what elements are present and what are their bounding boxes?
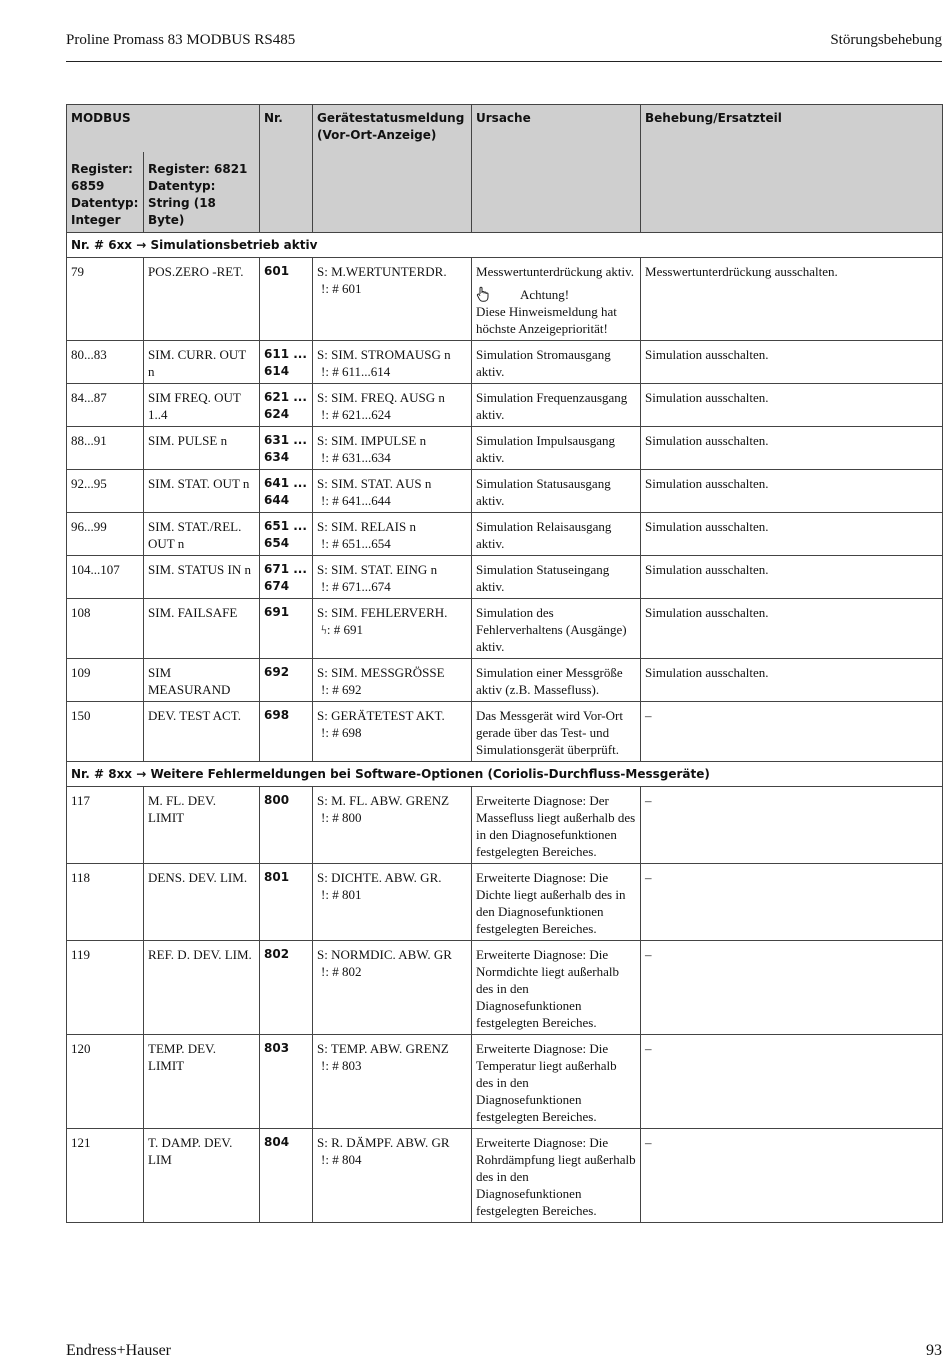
error-number-cell: 641 ... 644 — [260, 470, 313, 513]
cause-cell — [472, 470, 641, 513]
cause-cell — [472, 1035, 641, 1129]
register-cell: 88...91 — [67, 427, 144, 470]
modbus-name-cell: SIM. FAILSAFE — [144, 599, 260, 659]
cause-text: Erweiterte Diagnose: Die Rohrdämpfung liegt außerhalb des in den Diagnosefunktionen festgelegten Bereiches. — [476, 1135, 636, 1218]
table-row — [67, 513, 943, 556]
cause-text: Simulation Stromausgang aktiv. — [476, 347, 611, 379]
status-line: S: SIM. RELAIS n — [317, 519, 416, 534]
status-code: !: # 611...614 — [321, 364, 391, 379]
cause-cell — [472, 864, 641, 941]
status-message-cell — [313, 1129, 472, 1223]
cause-text: Simulation Statuseingang aktiv. — [476, 562, 610, 594]
status-message-cell — [313, 599, 472, 659]
section-row — [67, 233, 943, 258]
remedy-cell: Simulation ausschalten. — [641, 513, 943, 556]
status-line: S: SIM. FREQ. AUSG n — [317, 390, 445, 405]
pointing-hand-icon — [476, 286, 490, 302]
register-cell: 117 — [67, 787, 144, 864]
error-number-cell: 621 ... 624 — [260, 384, 313, 427]
col-register-string-header: Register: 6821 Datentyp: String (18 Byte) — [144, 152, 260, 233]
register-cell: 121 — [67, 1129, 144, 1223]
register-cell: 109 — [67, 659, 144, 702]
page-header — [66, 30, 942, 62]
register-cell: 84...87 — [67, 384, 144, 427]
cause-text: Simulation einer Messgröße aktiv (z.B. Massefluss). — [476, 665, 623, 697]
cause-text: Simulation Impulsausgang aktiv. — [476, 433, 616, 465]
header-section: Störungsbehebung — [830, 32, 942, 48]
warning-text: Diese Hinweismeldung hat höchste Anzeigepriorität! — [476, 304, 617, 336]
error-number-cell: 803 — [260, 1035, 313, 1129]
cause-cell — [472, 384, 641, 427]
remedy-cell: Simulation ausschalten. — [641, 384, 943, 427]
status-code: !: # 698 — [321, 725, 362, 740]
cause-text: Simulation des Fehlerverhaltens (Ausgänge) aktiv. — [476, 605, 627, 654]
error-number-cell: 601 — [260, 258, 313, 341]
status-line: S: R. DÄMPF. ABW. GR — [317, 1135, 450, 1150]
status-code: !: # 621...624 — [321, 407, 391, 422]
error-number-cell: 800 — [260, 787, 313, 864]
modbus-name-cell: SIM. STAT. OUT n — [144, 470, 260, 513]
cause-text: Simulation Statusausgang aktiv. — [476, 476, 611, 508]
status-code: !: # 651...654 — [321, 536, 391, 551]
table-row — [67, 787, 943, 864]
status-line: S: M. FL. ABW. GRENZ — [317, 793, 450, 808]
status-line: S: SIM. FEHLERVERH. — [317, 605, 448, 620]
col-nr-header: Nr. — [260, 105, 313, 233]
cause-text: Messwertunterdrückung aktiv. — [476, 264, 635, 279]
status-line: S: GERÄTETEST AKT. — [317, 708, 445, 723]
cause-text: Erweiterte Diagnose: Die Normdichte liegt außerhalb des in den Diagnosefunktionen festgelegten Bereiches. — [476, 947, 619, 1030]
register-cell: 104...107 — [67, 556, 144, 599]
table-row — [67, 341, 943, 384]
cause-cell — [472, 513, 641, 556]
cause-cell — [472, 556, 641, 599]
cause-text: Erweiterte Diagnose: Der Massefluss liegt außerhalb des in den Diagnosefunktionen festgelegten Bereiches. — [476, 793, 636, 859]
status-message-cell — [313, 941, 472, 1035]
status-line: S: M.WERTUNTERDR. — [317, 264, 447, 279]
modbus-name-cell: SIM. STAT./REL. OUT n — [144, 513, 260, 556]
cause-cell — [472, 702, 641, 762]
status-message-cell — [313, 513, 472, 556]
error-number-cell: 631 ... 634 — [260, 427, 313, 470]
error-number-cell: 802 — [260, 941, 313, 1035]
status-code: !: # 801 — [321, 887, 362, 902]
error-number-cell: 801 — [260, 864, 313, 941]
table-row — [67, 1035, 943, 1129]
status-line: S: DICHTE. ABW. GR. — [317, 870, 442, 885]
remedy-cell: – — [641, 787, 943, 864]
page-number: 93 — [926, 1342, 942, 1359]
status-line: S: SIM. STAT. AUS n — [317, 476, 432, 491]
remedy-cell: Simulation ausschalten. — [641, 659, 943, 702]
status-message-cell — [313, 427, 472, 470]
status-message-cell — [313, 864, 472, 941]
remedy-cell: Simulation ausschalten. — [641, 599, 943, 659]
status-code: !: # 802 — [321, 964, 362, 979]
status-line: S: SIM. STROMAUSG n — [317, 347, 451, 362]
cause-text: Das Messgerät wird Vor-Ort gerade über das Test- und Simulationsgerät überprüft. — [476, 708, 623, 757]
section-title: Nr. # 8xx → Weitere Fehlermeldungen bei Software-Optionen (Coriolis-Durchfluss-Messgeräte) — [67, 762, 943, 787]
status-message-cell — [313, 341, 472, 384]
table-row — [67, 659, 943, 702]
status-message-cell — [313, 1035, 472, 1129]
error-table — [66, 104, 943, 1223]
col-register-integer-header: Register: 6859 Datentyp: Integer — [67, 152, 144, 233]
section-title: Nr. # 6xx → Simulationsbetrieb aktiv — [67, 233, 943, 258]
status-code: !: # 631...634 — [321, 450, 391, 465]
cause-cell — [472, 599, 641, 659]
modbus-name-cell: POS.ZERO -RET. — [144, 258, 260, 341]
table-row — [67, 470, 943, 513]
modbus-name-cell: DEV. TEST ACT. — [144, 702, 260, 762]
modbus-name-cell: REF. D. DEV. LIM. — [144, 941, 260, 1035]
table-row — [67, 864, 943, 941]
modbus-name-cell: DENS. DEV. LIM. — [144, 864, 260, 941]
modbus-name-cell: TEMP. DEV. LIMIT — [144, 1035, 260, 1129]
cause-cell — [472, 427, 641, 470]
error-number-cell: 692 — [260, 659, 313, 702]
col-status-header: Gerätestatusmeldung (Vor-Ort-Anzeige) — [313, 105, 472, 233]
status-message-cell — [313, 556, 472, 599]
status-line: S: SIM. IMPULSE n — [317, 433, 427, 448]
col-cause-header: Ursache — [472, 105, 641, 233]
table-row — [67, 941, 943, 1035]
cause-cell — [472, 941, 641, 1035]
status-line: S: SIM. STAT. EING n — [317, 562, 438, 577]
cause-text: Erweiterte Diagnose: Die Dichte liegt außerhalb des in den Diagnosefunktionen festgelegten Bereiches. — [476, 870, 626, 936]
register-cell: 79 — [67, 258, 144, 341]
status-line: S: SIM. MESSGRÖSSE — [317, 665, 445, 680]
table-row — [67, 258, 943, 341]
modbus-name-cell: T. DAMP. DEV. LIM — [144, 1129, 260, 1223]
status-code: !: # 803 — [321, 1058, 362, 1073]
remedy-cell: Simulation ausschalten. — [641, 556, 943, 599]
remedy-cell: – — [641, 702, 943, 762]
table-row — [67, 556, 943, 599]
cause-cell — [472, 787, 641, 864]
table-header-row — [67, 105, 943, 153]
status-code: ϟ: # 691 — [321, 622, 363, 637]
cause-cell — [472, 341, 641, 384]
status-message-cell — [313, 384, 472, 427]
footer-brand: Endress+Hauser — [66, 1342, 171, 1359]
status-message-cell — [313, 659, 472, 702]
register-cell: 96...99 — [67, 513, 144, 556]
error-number-cell: 671 ... 674 — [260, 556, 313, 599]
status-line: S: NORMDIC. ABW. GR — [317, 947, 452, 962]
modbus-name-cell: SIM FREQ. OUT 1..4 — [144, 384, 260, 427]
remedy-cell: Simulation ausschalten. — [641, 341, 943, 384]
cause-cell — [472, 1129, 641, 1223]
remedy-cell: Simulation ausschalten. — [641, 427, 943, 470]
register-cell: 108 — [67, 599, 144, 659]
cause-cell — [472, 258, 641, 341]
table-row — [67, 427, 943, 470]
modbus-name-cell: SIM MEASURAND — [144, 659, 260, 702]
register-cell: 80...83 — [67, 341, 144, 384]
table-row — [67, 1129, 943, 1223]
warning-title: Achtung! — [520, 287, 570, 302]
remedy-cell: – — [641, 864, 943, 941]
status-code: !: # 692 — [321, 682, 362, 697]
cause-text: Simulation Relaisausgang aktiv. — [476, 519, 612, 551]
cause-cell — [472, 659, 641, 702]
warning-note — [476, 286, 636, 337]
error-number-cell: 698 — [260, 702, 313, 762]
register-cell: 118 — [67, 864, 144, 941]
table-row — [67, 599, 943, 659]
status-message-cell — [313, 787, 472, 864]
table-row — [67, 702, 943, 762]
remedy-cell: Simulation ausschalten. — [641, 470, 943, 513]
section-row — [67, 762, 943, 787]
register-cell: 120 — [67, 1035, 144, 1129]
modbus-name-cell: SIM. STATUS IN n — [144, 556, 260, 599]
remedy-cell: – — [641, 1129, 943, 1223]
status-code: !: # 804 — [321, 1152, 362, 1167]
remedy-cell: – — [641, 1035, 943, 1129]
col-modbus-header: MODBUS — [67, 105, 260, 153]
status-code: !: # 641...644 — [321, 493, 391, 508]
register-cell: 150 — [67, 702, 144, 762]
register-cell: 92...95 — [67, 470, 144, 513]
cause-text: Simulation Frequenzausgang aktiv. — [476, 390, 628, 422]
error-number-cell: 611 ... 614 — [260, 341, 313, 384]
status-message-cell — [313, 470, 472, 513]
error-number-cell: 691 — [260, 599, 313, 659]
status-message-cell — [313, 702, 472, 762]
table-row — [67, 384, 943, 427]
status-line: S: TEMP. ABW. GRENZ — [317, 1041, 449, 1056]
remedy-cell: – — [641, 941, 943, 1035]
modbus-name-cell: M. FL. DEV. LIMIT — [144, 787, 260, 864]
status-code: !: # 800 — [321, 810, 362, 825]
header-title: Proline Promass 83 MODBUS RS485 — [66, 32, 296, 48]
status-code: !: # 601 — [321, 281, 362, 296]
status-message-cell — [313, 258, 472, 341]
error-number-cell: 651 ... 654 — [260, 513, 313, 556]
modbus-name-cell: SIM. PULSE n — [144, 427, 260, 470]
cause-text: Erweiterte Diagnose: Die Temperatur liegt außerhalb des in den Diagnosefunktionen festgelegten Bereiches. — [476, 1041, 617, 1124]
error-number-cell: 804 — [260, 1129, 313, 1223]
col-remedy-header: Behebung/Ersatzteil — [641, 105, 943, 233]
remedy-cell: Messwertunterdrückung ausschalten. — [641, 258, 943, 341]
register-cell: 119 — [67, 941, 144, 1035]
modbus-name-cell: SIM. CURR. OUT n — [144, 341, 260, 384]
status-code: !: # 671...674 — [321, 579, 391, 594]
